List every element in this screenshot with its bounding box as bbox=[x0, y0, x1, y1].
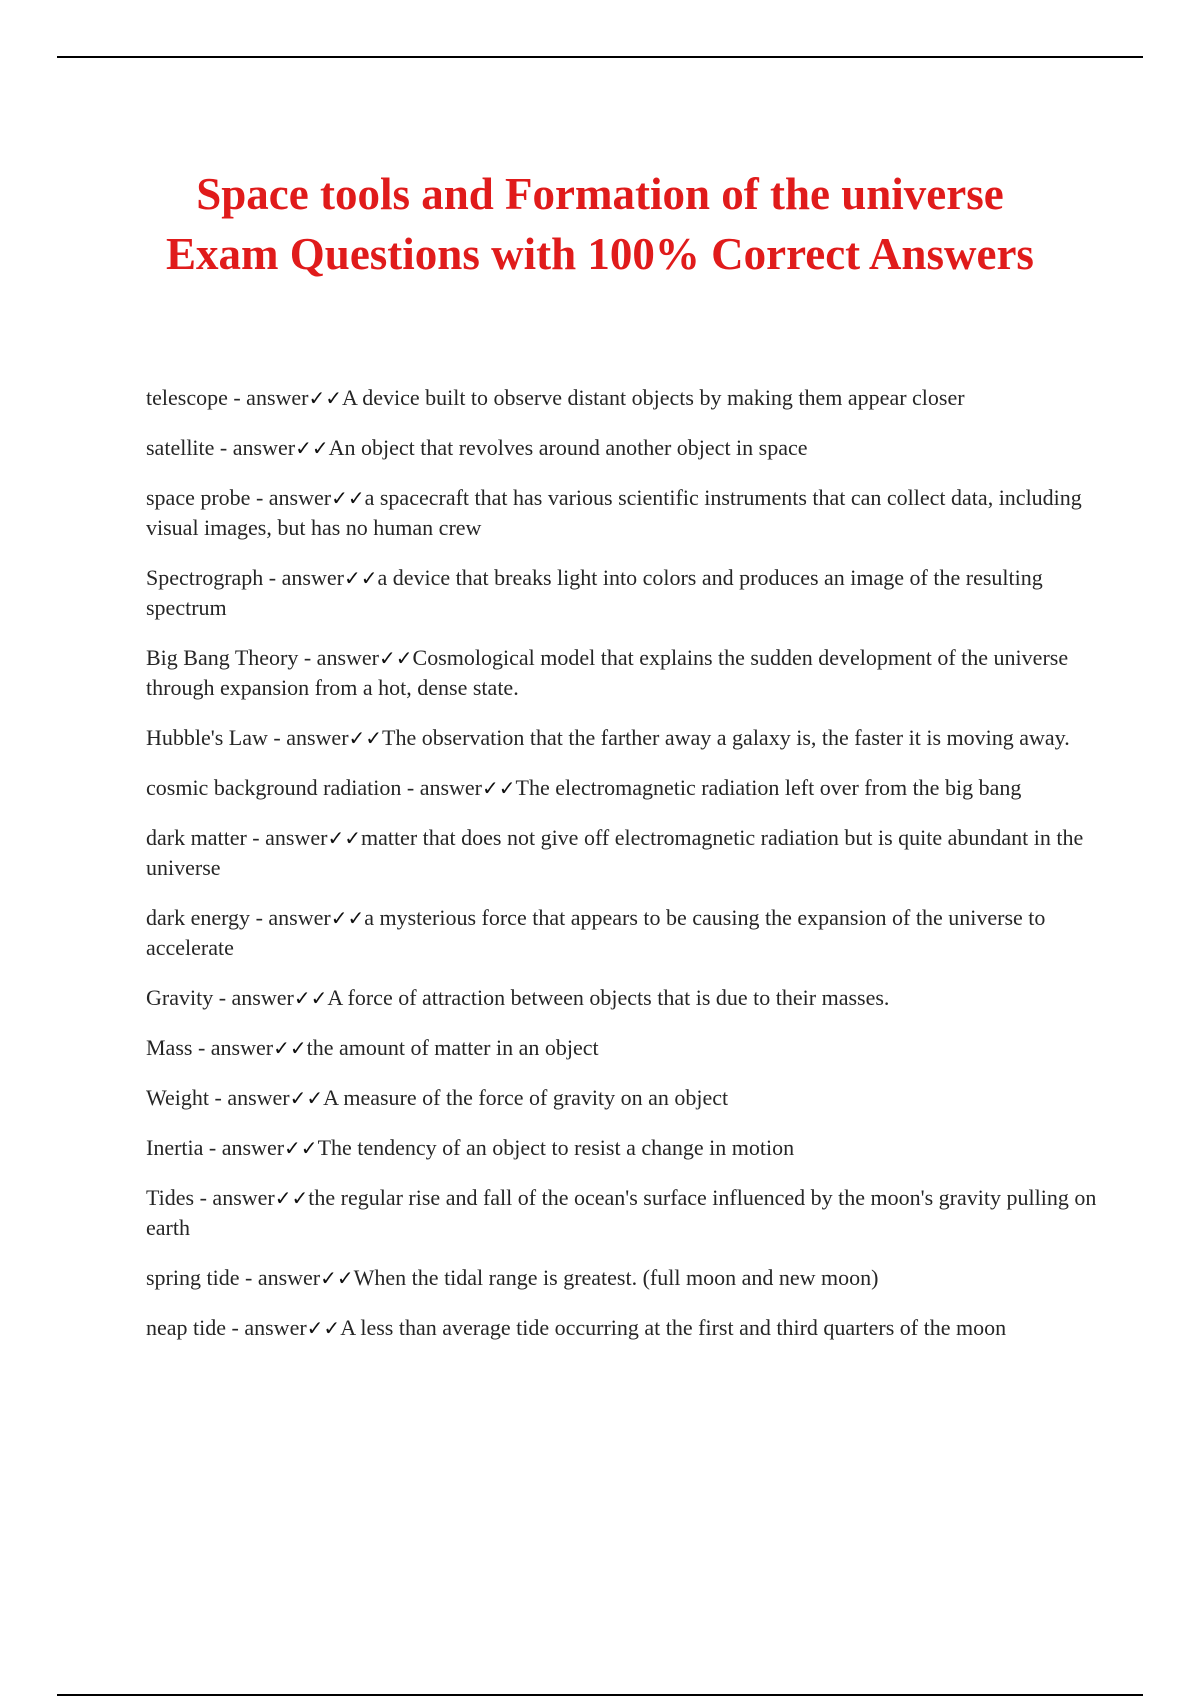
qa-list bbox=[146, 383, 1101, 1363]
qa-item bbox=[146, 983, 1101, 1013]
qa-definition: When the tidal range is greatest. (full moon and new moon) bbox=[353, 1265, 879, 1290]
checkmark-icon: ✓✓ bbox=[343, 566, 378, 590]
answer-separator: - answer bbox=[203, 1135, 285, 1160]
checkmark-icon: ✓✓ bbox=[274, 1186, 309, 1210]
qa-definition: the regular rise and fall of the ocean's surface influenced by the moon's gravity pulling on earth bbox=[146, 1185, 1097, 1240]
checkmark-icon: ✓✓ bbox=[289, 1086, 324, 1110]
qa-definition: matter that does not give off electromagnetic radiation but is quite abundant in the universe bbox=[146, 825, 1084, 880]
qa-definition: The electromagnetic radiation left over from the big bang bbox=[515, 775, 1022, 800]
answer-separator: - answer bbox=[214, 435, 296, 460]
qa-definition: An object that revolves around another object in space bbox=[328, 435, 808, 460]
checkmark-icon: ✓✓ bbox=[306, 1316, 341, 1340]
qa-item bbox=[146, 1313, 1101, 1343]
checkmark-icon: ✓✓ bbox=[320, 1266, 354, 1290]
qa-definition: Cosmological model that explains the sudden development of the universe through expansion from a hot, dense state. bbox=[146, 645, 1069, 700]
qa-term: satellite bbox=[146, 435, 215, 460]
checkmark-icon: ✓✓ bbox=[482, 776, 516, 800]
qa-term: Tides bbox=[146, 1185, 195, 1210]
checkmark-icon: ✓✓ bbox=[330, 906, 365, 930]
qa-definition: A device built to observe distant objects by making them appear closer bbox=[342, 385, 965, 410]
qa-definition: A measure of the force of gravity on an object bbox=[323, 1085, 729, 1110]
qa-definition: a spacecraft that has various scientific instruments that can collect data, including visual images, but has no human crew bbox=[146, 485, 1082, 540]
qa-term: dark matter bbox=[146, 825, 247, 850]
checkmark-icon: ✓✓ bbox=[273, 1036, 307, 1060]
qa-term: telescope bbox=[146, 385, 228, 410]
title-line-1: Space tools and Formation of the universe bbox=[196, 169, 1004, 219]
qa-item bbox=[146, 563, 1101, 623]
qa-term: dark energy bbox=[146, 905, 251, 930]
qa-definition: a device that breaks light into colors and produces an image of the resulting spectrum bbox=[146, 565, 1043, 620]
qa-term: space probe bbox=[146, 485, 251, 510]
answer-separator: - answer bbox=[194, 1185, 275, 1210]
document-title bbox=[60, 164, 1140, 284]
answer-separator: - answer bbox=[192, 1035, 274, 1060]
qa-term: Spectrograph bbox=[146, 565, 264, 590]
answer-separator: - answer bbox=[227, 385, 309, 410]
qa-term: Hubble's Law bbox=[146, 725, 268, 750]
checkmark-icon: ✓✓ bbox=[295, 436, 329, 460]
qa-item bbox=[146, 1033, 1101, 1063]
qa-definition: A force of attraction between objects that is due to their masses. bbox=[327, 985, 890, 1010]
qa-term: Gravity bbox=[146, 985, 214, 1010]
title-line-2: Exam Questions with 100% Correct Answers bbox=[166, 229, 1034, 279]
checkmark-icon: ✓✓ bbox=[331, 486, 365, 510]
checkmark-icon: ✓✓ bbox=[284, 1136, 318, 1160]
qa-term: Mass bbox=[146, 1035, 193, 1060]
answer-separator: - answer bbox=[250, 905, 331, 930]
qa-item bbox=[146, 1133, 1101, 1163]
qa-item bbox=[146, 1183, 1101, 1243]
qa-definition: the amount of matter in an object bbox=[306, 1035, 599, 1060]
checkmark-icon: ✓✓ bbox=[293, 986, 328, 1010]
qa-item bbox=[146, 483, 1101, 543]
qa-item bbox=[146, 643, 1101, 703]
qa-item bbox=[146, 823, 1101, 883]
qa-item bbox=[146, 383, 1101, 413]
qa-term: cosmic background radiation bbox=[146, 775, 402, 800]
answer-separator: - answer bbox=[250, 485, 332, 510]
qa-definition: a mysterious force that appears to be causing the expansion of the universe to accelerate bbox=[146, 905, 1046, 960]
qa-item bbox=[146, 1083, 1101, 1113]
answer-separator: - answer bbox=[213, 985, 294, 1010]
qa-definition: A less than average tide occurring at the first and third quarters of the moon bbox=[340, 1315, 1007, 1340]
qa-item bbox=[146, 723, 1101, 753]
qa-item bbox=[146, 433, 1101, 463]
answer-separator: - answer bbox=[263, 565, 344, 590]
checkmark-icon: ✓✓ bbox=[348, 726, 383, 750]
answer-separator: - answer bbox=[401, 775, 483, 800]
checkmark-icon: ✓✓ bbox=[379, 646, 413, 670]
checkmark-icon: ✓✓ bbox=[327, 826, 361, 850]
qa-term: Weight bbox=[146, 1085, 209, 1110]
qa-term: neap tide bbox=[146, 1315, 227, 1340]
checkmark-icon: ✓✓ bbox=[308, 386, 343, 410]
qa-item bbox=[146, 773, 1101, 803]
qa-definition: The observation that the farther away a galaxy is, the faster it is moving away. bbox=[382, 725, 1070, 750]
bottom-rule bbox=[57, 1694, 1143, 1696]
answer-separator: - answer bbox=[239, 1265, 321, 1290]
qa-term: spring tide bbox=[146, 1265, 240, 1290]
answer-separator: - answer bbox=[267, 725, 349, 750]
qa-definition: The tendency of an object to resist a change in motion bbox=[317, 1135, 795, 1160]
qa-item bbox=[146, 1263, 1101, 1293]
top-rule bbox=[57, 56, 1143, 58]
qa-term: Big Bang Theory bbox=[146, 645, 299, 670]
answer-separator: - answer bbox=[246, 825, 328, 850]
answer-separator: - answer bbox=[226, 1315, 307, 1340]
qa-term: Inertia bbox=[146, 1135, 204, 1160]
answer-separator: - answer bbox=[209, 1085, 290, 1110]
qa-item bbox=[146, 903, 1101, 963]
answer-separator: - answer bbox=[298, 645, 379, 670]
